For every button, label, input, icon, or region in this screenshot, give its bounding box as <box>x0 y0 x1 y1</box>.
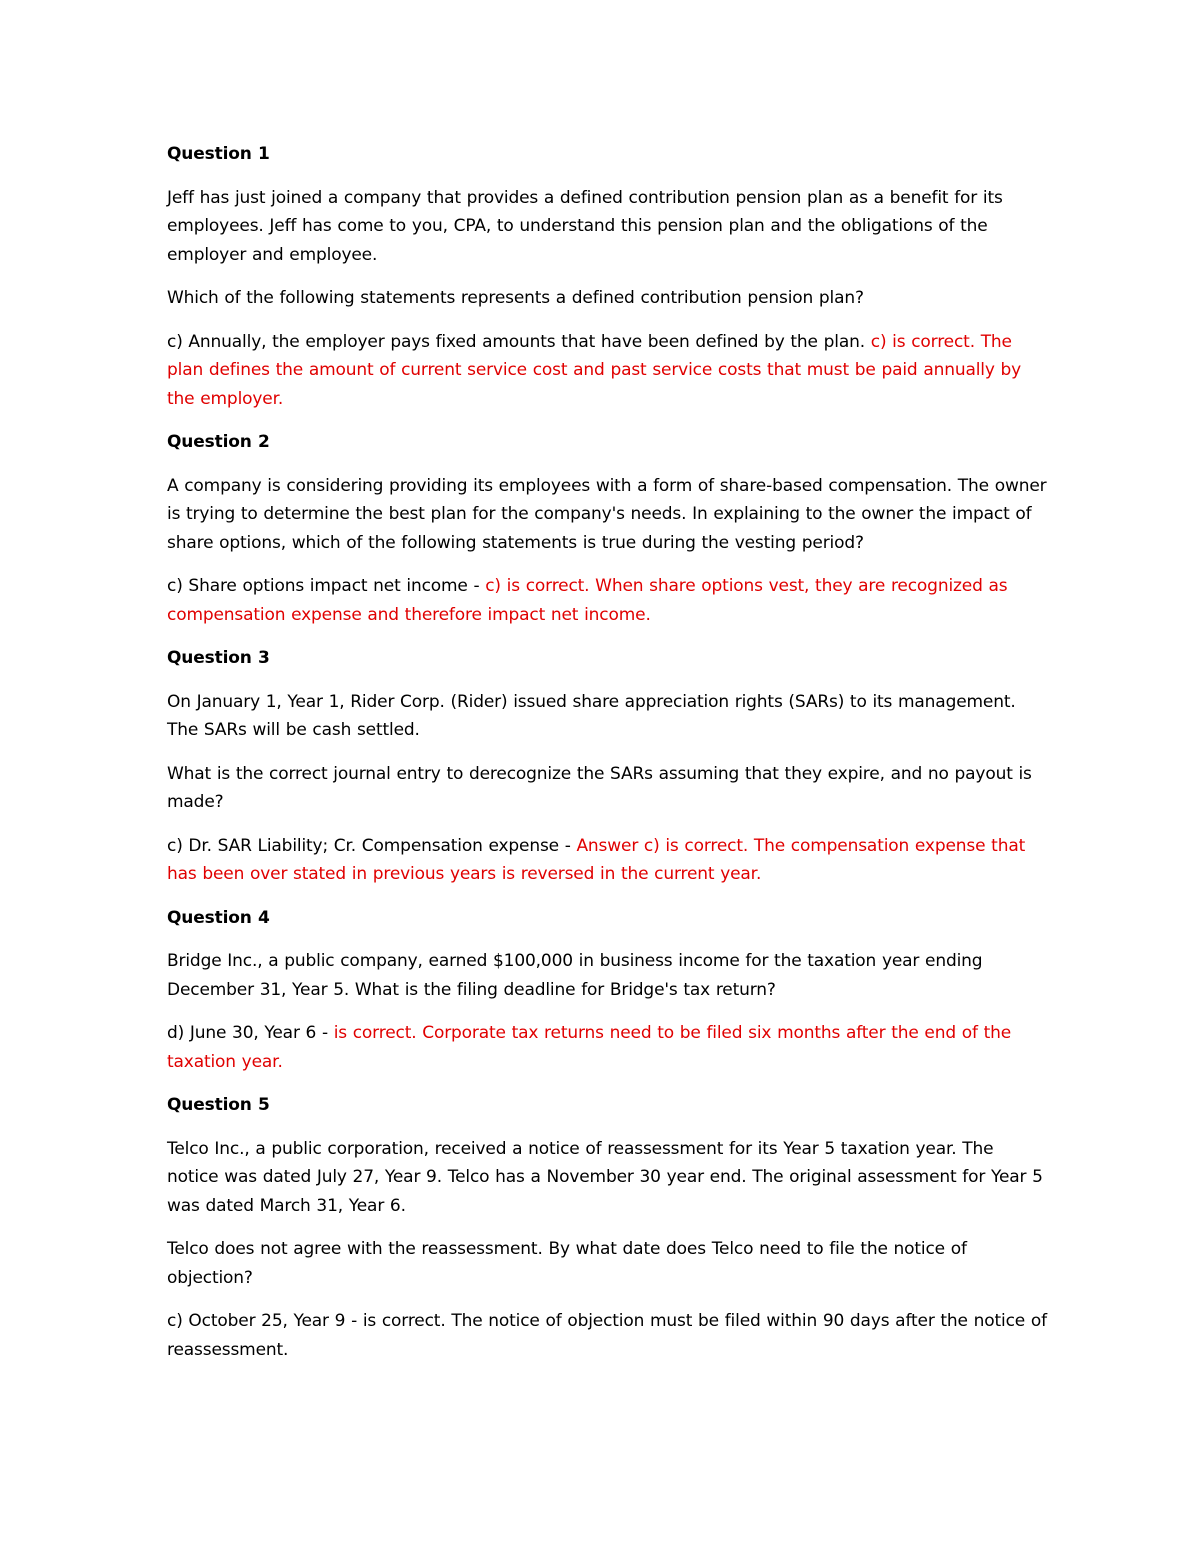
question-title: Question 3 <box>167 648 270 668</box>
answer-explanation: Answer c) is correct. The compensation expense that has been over stated in previous years is reversed in the current year. <box>167 835 1026 884</box>
question-title: Question 1 <box>167 144 270 164</box>
answer-choice: c) Annually, the employer pays fixed amounts that have been defined by the plan. <box>167 331 871 352</box>
answer <box>167 328 1047 414</box>
answer <box>167 1019 1047 1076</box>
question-stem: A company is considering providing its employees with a form of share-based compensation. The owner is trying to determine the best plan for the company's needs. In explaining to the owner the impact of share options, which of the following statements is true during the vesting period? <box>167 475 1047 553</box>
answer-choice: c) Dr. SAR Liability; Cr. Compensation expense - <box>167 835 577 856</box>
question-4 <box>167 904 1047 1077</box>
question-stem: Telco Inc., a public corporation, received a notice of reassessment for its Year 5 taxation year. The notice was dated July 27, Year 9. Telco has a November 30 year end. The original assessment for Year 5 was dated March 31, Year 6. <box>167 1138 1043 1216</box>
question-prompt: What is the correct journal entry to derecognize the SARs assuming that they expire, and no payout is made? <box>167 763 1032 812</box>
question-stem: Bridge Inc., a public company, earned $100,000 in business income for the taxation year ending December 31, Year 5. What is the filing deadline for Bridge's tax return? <box>167 951 983 1000</box>
answer-choice: c) Share options impact net income - <box>167 576 486 596</box>
question-3 <box>167 644 1047 889</box>
question-stem: On January 1, Year 1, Rider Corp. (Rider) issued share appreciation rights (SARs) to its management. The SARs will be cash settled. <box>167 691 1016 740</box>
question-prompt: Which of the following statements represents a defined contribution pension plan? <box>167 288 864 308</box>
answer <box>167 572 1047 629</box>
answer <box>167 832 1047 889</box>
question-title: Question 4 <box>167 907 270 928</box>
answer-explanation: c) is correct. When share options vest, they are recognized as compensation expense and therefore impact net income. <box>167 576 1008 625</box>
document-page <box>167 140 1047 1379</box>
question-prompt: Telco does not agree with the reassessment. By what date does Telco need to file the notice of objection? <box>167 1239 967 1288</box>
question-5 <box>167 1091 1047 1364</box>
question-2 <box>167 428 1047 629</box>
question-1 <box>167 140 1047 413</box>
answer-explanation: c) is correct. The plan defines the amount of current service cost and past service costs that must be paid annually by the employer. <box>167 331 1022 409</box>
answer-explanation: is correct. Corporate tax returns need to be filed six months after the end of the taxation year. <box>167 1023 1012 1072</box>
answer-choice: d) June 30, Year 6 - <box>167 1023 334 1043</box>
answer <box>167 1307 1047 1364</box>
question-title: Question 2 <box>167 432 270 452</box>
answer-choice: c) October 25, Year 9 - is correct. The notice of objection must be filed within 90 days after the notice of reassessment. <box>167 1311 1047 1360</box>
question-stem: Jeff has just joined a company that provides a defined contribution pension plan as a benefit for its employees. Jeff has come to you, CPA, to understand this pension plan and the obligations of the employer and employee. <box>167 187 1003 265</box>
question-title: Question 5 <box>167 1095 270 1115</box>
